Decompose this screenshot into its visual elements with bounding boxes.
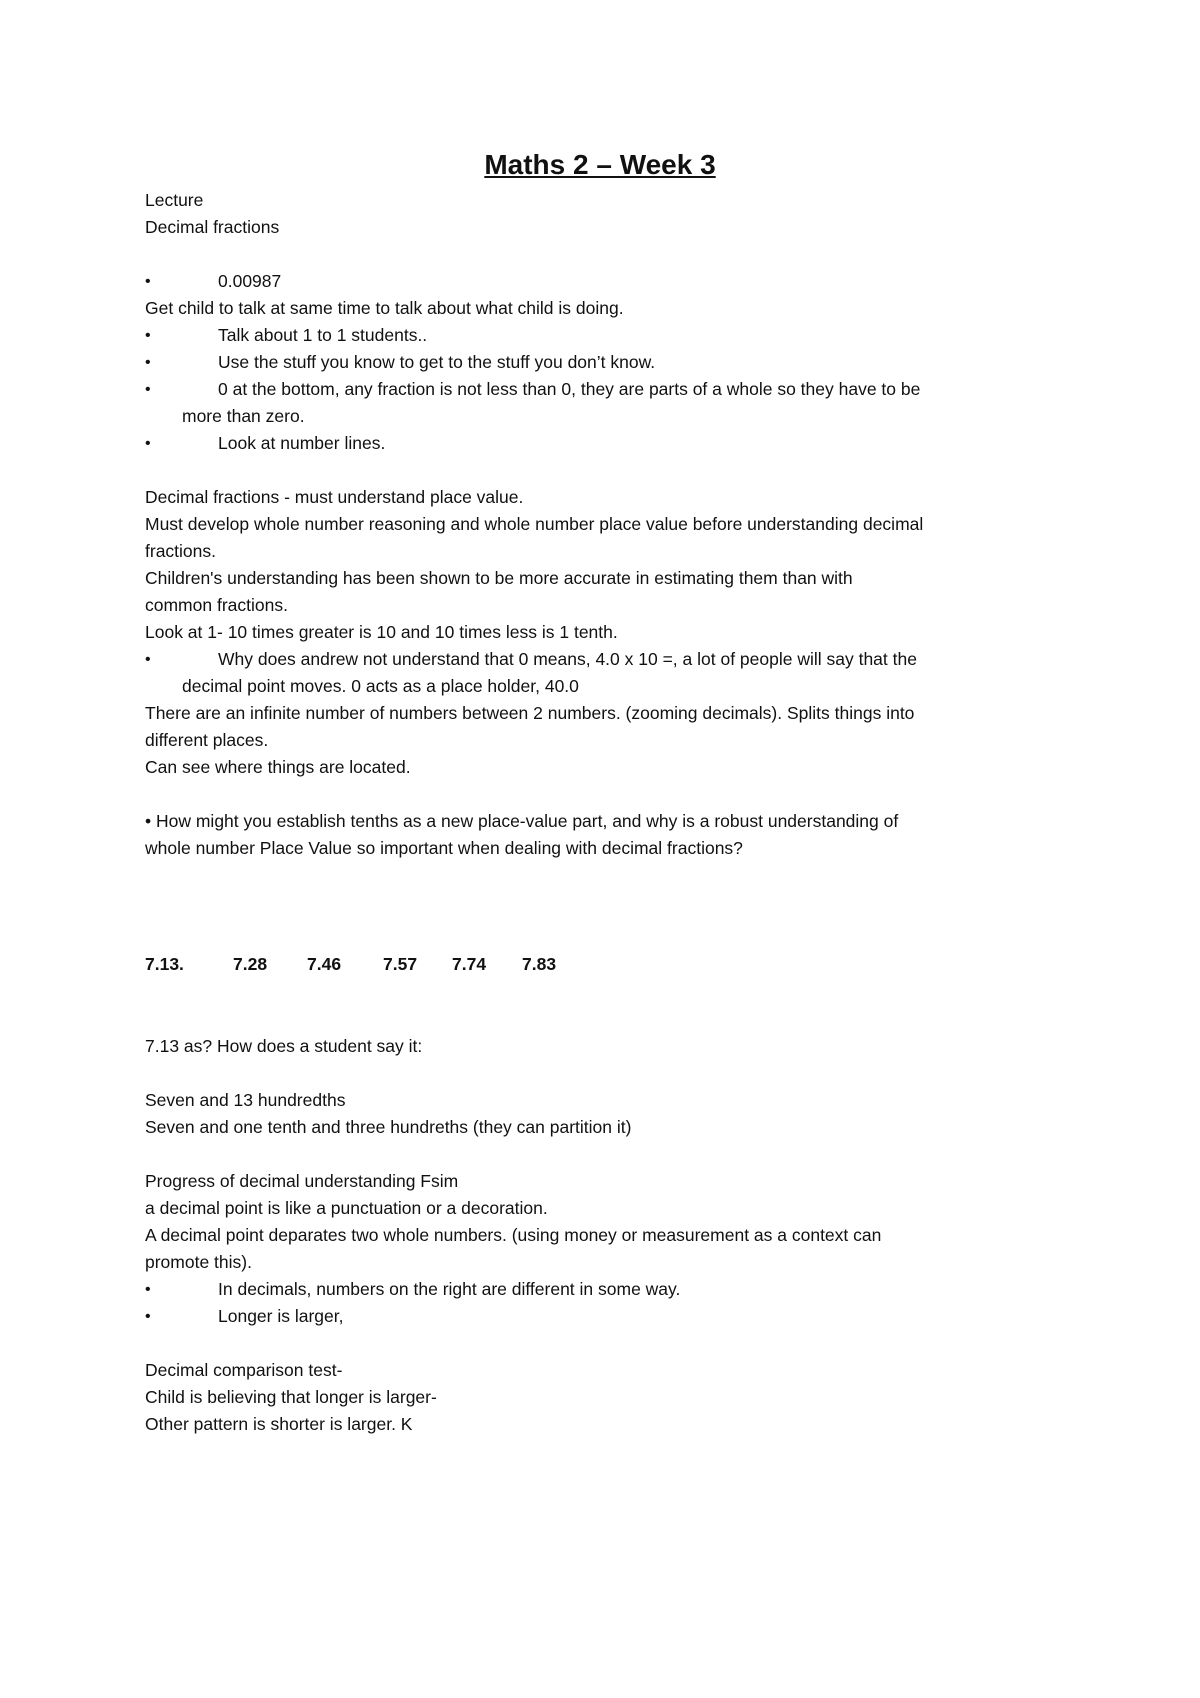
text-line: promote this). xyxy=(145,1252,252,1272)
text-line: Get child to talk at same time to talk about what child is doing. xyxy=(145,298,624,318)
text-line: different places. xyxy=(145,730,269,750)
text-line: There are an infinite number of numbers between 2 numbers. (zooming decimals). Splits things into xyxy=(145,703,915,723)
bullet-item: Talk about 1 to 1 students.. xyxy=(218,325,428,345)
text-line: Child is believing that longer is larger- xyxy=(145,1387,437,1407)
bullet-item: Use the stuff you know to get to the stuff you don’t know. xyxy=(218,352,656,372)
bullet-marker: • xyxy=(145,354,151,371)
text-line: 7.13 as? How does a student say it: xyxy=(145,1036,423,1056)
text-line: Can see where things are located. xyxy=(145,757,411,777)
text-line: Decimal fractions - must understand place value. xyxy=(145,487,524,507)
text-line: Seven and one tenth and three hundreths (they can partition it) xyxy=(145,1117,632,1137)
bullet-marker: • xyxy=(145,435,151,452)
bullet-marker: • xyxy=(145,651,151,668)
bullet-item: Why does andrew not understand that 0 means, 4.0 x 10 =, a lot of people will say that the xyxy=(218,649,917,669)
text-line: Must develop whole number reasoning and whole number place value before understanding decimal xyxy=(145,514,924,534)
lecture-label: Lecture xyxy=(145,190,204,210)
bullet-marker: • xyxy=(145,381,151,398)
bullet-item: 0.00987 xyxy=(218,271,282,291)
text-line: Other pattern is shorter is larger. K xyxy=(145,1414,413,1434)
text-line: A decimal point deparates two whole numbers. (using money or measurement as a context can xyxy=(145,1225,882,1245)
topic-label: Decimal fractions xyxy=(145,217,280,237)
number-item: 7.46 xyxy=(307,954,342,974)
bullet-item: Look at number lines. xyxy=(218,433,386,453)
page-title: Maths 2 – Week 3 xyxy=(484,149,716,180)
bullet-marker: • xyxy=(145,273,151,290)
text-line: a decimal point is like a punctuation or a decoration. xyxy=(145,1198,548,1218)
text-line: fractions. xyxy=(145,541,216,561)
text-line: Look at 1- 10 times greater is 10 and 10 times less is 1 tenth. xyxy=(145,622,618,642)
number-item: 7.57 xyxy=(383,954,418,974)
bullet-item-continuation: more than zero. xyxy=(182,406,305,426)
number-item: 7.28 xyxy=(233,954,268,974)
number-item: 7.74 xyxy=(452,954,487,974)
bullet-item-continuation: decimal point moves. 0 acts as a place holder, 40.0 xyxy=(182,676,579,696)
bullet-marker: • xyxy=(145,327,151,344)
number-item: 7.83 xyxy=(522,954,557,974)
text-line: Seven and 13 hundredths xyxy=(145,1090,346,1110)
text-line: Decimal comparison test- xyxy=(145,1360,343,1380)
text-line: common fractions. xyxy=(145,595,288,615)
text-line: Progress of decimal understanding Fsim xyxy=(145,1171,459,1191)
bullet-item: Longer is larger, xyxy=(218,1306,344,1326)
bullet-marker: • xyxy=(145,1281,151,1298)
bullet-item: 0 at the bottom, any fraction is not less than 0, they are parts of a whole so they have to be xyxy=(218,379,921,399)
bullet-marker: • xyxy=(145,1308,151,1325)
question-line: • How might you establish tenths as a new place-value part, and why is a robust understanding of xyxy=(145,811,899,831)
question-line: whole number Place Value so important when dealing with decimal fractions? xyxy=(145,838,743,858)
number-item: 7.13. xyxy=(145,954,184,974)
bullet-item: In decimals, numbers on the right are different in some way. xyxy=(218,1279,681,1299)
text-line: Children's understanding has been shown to be more accurate in estimating them than with xyxy=(145,568,853,588)
